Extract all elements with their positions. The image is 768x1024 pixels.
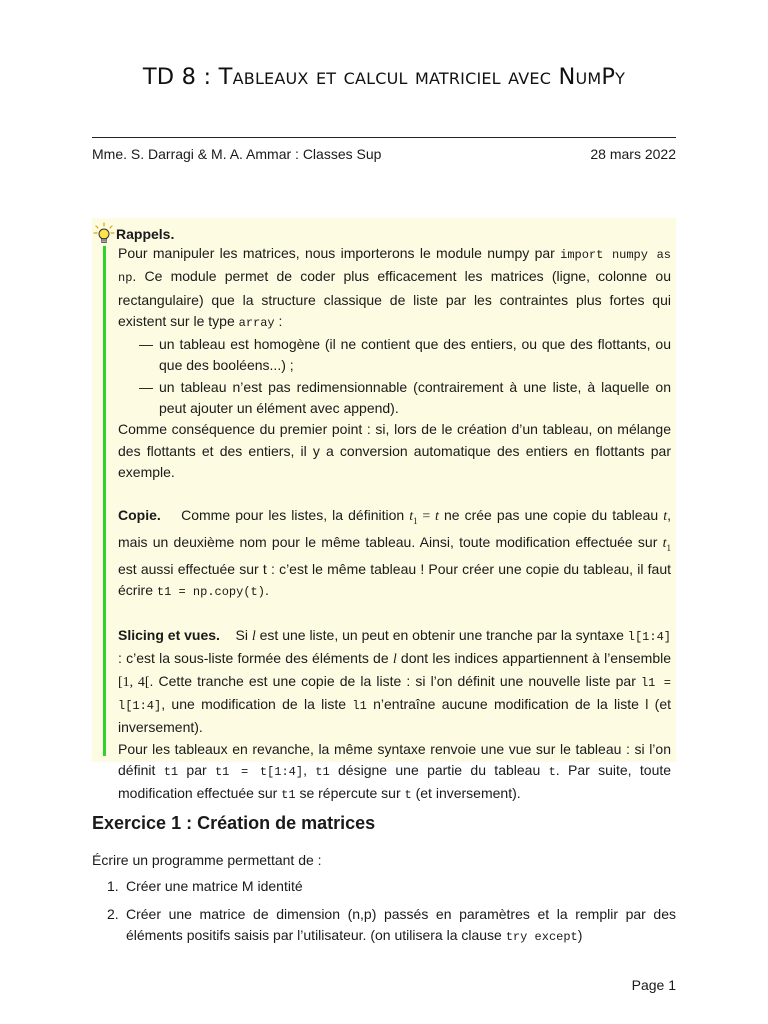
slicing-paragraph	[118, 625, 671, 738]
list-item	[92, 904, 676, 949]
slicing-paragraph-2	[118, 739, 671, 807]
document-title: TD 8 : Tableaux et calcul matriciel avec NumPy	[142, 64, 626, 90]
code-t: t	[404, 788, 412, 803]
text-span: est une liste, un peut en obtenir une tranche par la syntaxe	[255, 627, 628, 644]
text-span: dont les indices appartiennent à l’ensemble	[396, 650, 672, 667]
item-text: Créer une matrice de dimension (n,p) passés en paramètres et la remplir par des éléments positifs saisis par l’utilisateur. (on utilisera la clause	[126, 905, 676, 943]
rappels-heading: Rappels.	[116, 226, 175, 242]
rappels-paragraph-1	[118, 243, 671, 334]
math-t: t	[434, 508, 439, 524]
text-span: n’entraîne aucune modification de la liste l (et inversement).	[118, 695, 672, 736]
math-l: l	[392, 652, 397, 668]
text-span: : c’est la sous-liste formée des éléments de	[118, 650, 393, 667]
text-span: Pour les tableaux en revanche, la même syntaxe renvoie une vue sur le tableau : si l’on définit	[118, 740, 671, 778]
code-t1-slice: t1 = t[1:4]	[214, 764, 304, 779]
math-t1	[409, 509, 417, 524]
math-l: l	[251, 629, 256, 645]
math-var: t	[662, 535, 667, 551]
item-number: 2.	[107, 905, 119, 922]
bullet-item	[118, 334, 671, 377]
code-l1-slice: l1 = l[1:4]	[118, 675, 672, 713]
text-span: :	[274, 312, 283, 329]
document-date: 28 mars 2022	[590, 146, 676, 162]
code-t1: t1	[163, 764, 179, 779]
code-slice: l[1:4]	[627, 630, 671, 645]
text-span: ,	[303, 761, 316, 778]
code-np-copy: t1 = np.copy(t)	[156, 585, 265, 600]
item-number: 1.	[107, 878, 119, 894]
bullet-dash: —	[139, 336, 153, 353]
code-t1: t1	[281, 788, 296, 803]
text-span: désigne une partie du tableau	[329, 761, 549, 778]
math-sub: 1	[666, 542, 671, 553]
rappels-content	[118, 243, 671, 806]
page-number: Page 1	[631, 977, 676, 993]
spacer	[118, 604, 671, 626]
math-sub: 1	[413, 515, 418, 526]
text-span: . Par suite, toute modification effectuée sur	[118, 761, 672, 802]
text-span: se répercute sur	[295, 785, 405, 802]
text-span: .	[264, 582, 269, 599]
item-text: Créer une matrice M identité	[126, 878, 303, 894]
text-span: . Ce module permet de coder plus efficacement les matrices (ligne, colonne ou rectangulaire) que la structure classique de liste par les contraintes plus fortes qui existent sur le type	[118, 268, 671, 329]
code-import-numpy: import numpy as np	[118, 248, 671, 286]
exercise-heading: Exercice 1 : Création de matrices	[92, 813, 376, 833]
rappels-paragraph-2: Comme conséquence du premier point : si, lors de le création d’un tableau, on mélange des flottants et des entiers, il y a conversion automatique des entiers en flottants par exemple.	[118, 421, 671, 480]
exercise-intro: Écrire un programme permettant de :	[92, 852, 322, 868]
text-span: par	[178, 761, 215, 778]
math-eq: =	[417, 508, 435, 524]
spacer	[118, 483, 671, 505]
bullet-text: un tableau n’est pas redimensionnable (contrairement à une liste, à laquelle on peut ajouter un élément avec append).	[159, 378, 671, 417]
rappels-bullet-list	[118, 334, 671, 419]
text-span: Si	[235, 627, 252, 644]
slicing-heading: Slicing et vues.	[118, 627, 220, 644]
code-l1: l1	[352, 698, 367, 713]
bullet-dash: —	[139, 378, 153, 395]
text-span: (et inversement).	[411, 785, 521, 802]
bullet-text: un tableau est homogène (il ne contient que des entiers, ou que des flottants, ou que des booléens...) ;	[159, 336, 671, 374]
text-span: , une modification de la liste	[161, 695, 353, 712]
code-try-except: try except	[505, 930, 578, 944]
code-t: t	[548, 764, 556, 779]
text-span: ne crée pas une copie du tableau	[438, 506, 664, 523]
authors-line: Mme. S. Darragi & M. A. Ammar : Classes Sup	[92, 146, 382, 162]
exercise-list	[92, 876, 676, 955]
text-span: Pour manipuler les matrices, nous importerons le module numpy par	[118, 245, 561, 261]
item-text-end: )	[577, 927, 583, 943]
text-span: est aussi effectuée sur t : c’est le même tableau ! Pour créer une copie du tableau, il faut écrire	[118, 560, 671, 599]
math-var: t	[409, 508, 414, 524]
copie-paragraph	[118, 505, 671, 604]
lightbulb-icon	[93, 222, 115, 248]
rappels-accent-bar	[103, 246, 106, 756]
code-array: array	[238, 315, 275, 330]
text-span: , mais un deuxième nom pour le même tableau. Ainsi, toute modification effectuée sur	[118, 506, 672, 550]
math-t1	[663, 536, 671, 551]
math-interval: [1, 4[	[118, 674, 150, 690]
bullet-item	[118, 377, 671, 420]
list-item	[92, 876, 676, 898]
copie-heading: Copie.	[118, 506, 161, 523]
code-t1: t1	[315, 764, 330, 779]
text-span: . Cette tranche est une copie de la liste : si l’on définit une nouvelle liste par	[149, 672, 641, 689]
text-span: Comme pour les listes, la définition	[181, 506, 410, 523]
header-rule	[92, 137, 676, 138]
math-t: t	[663, 508, 668, 524]
